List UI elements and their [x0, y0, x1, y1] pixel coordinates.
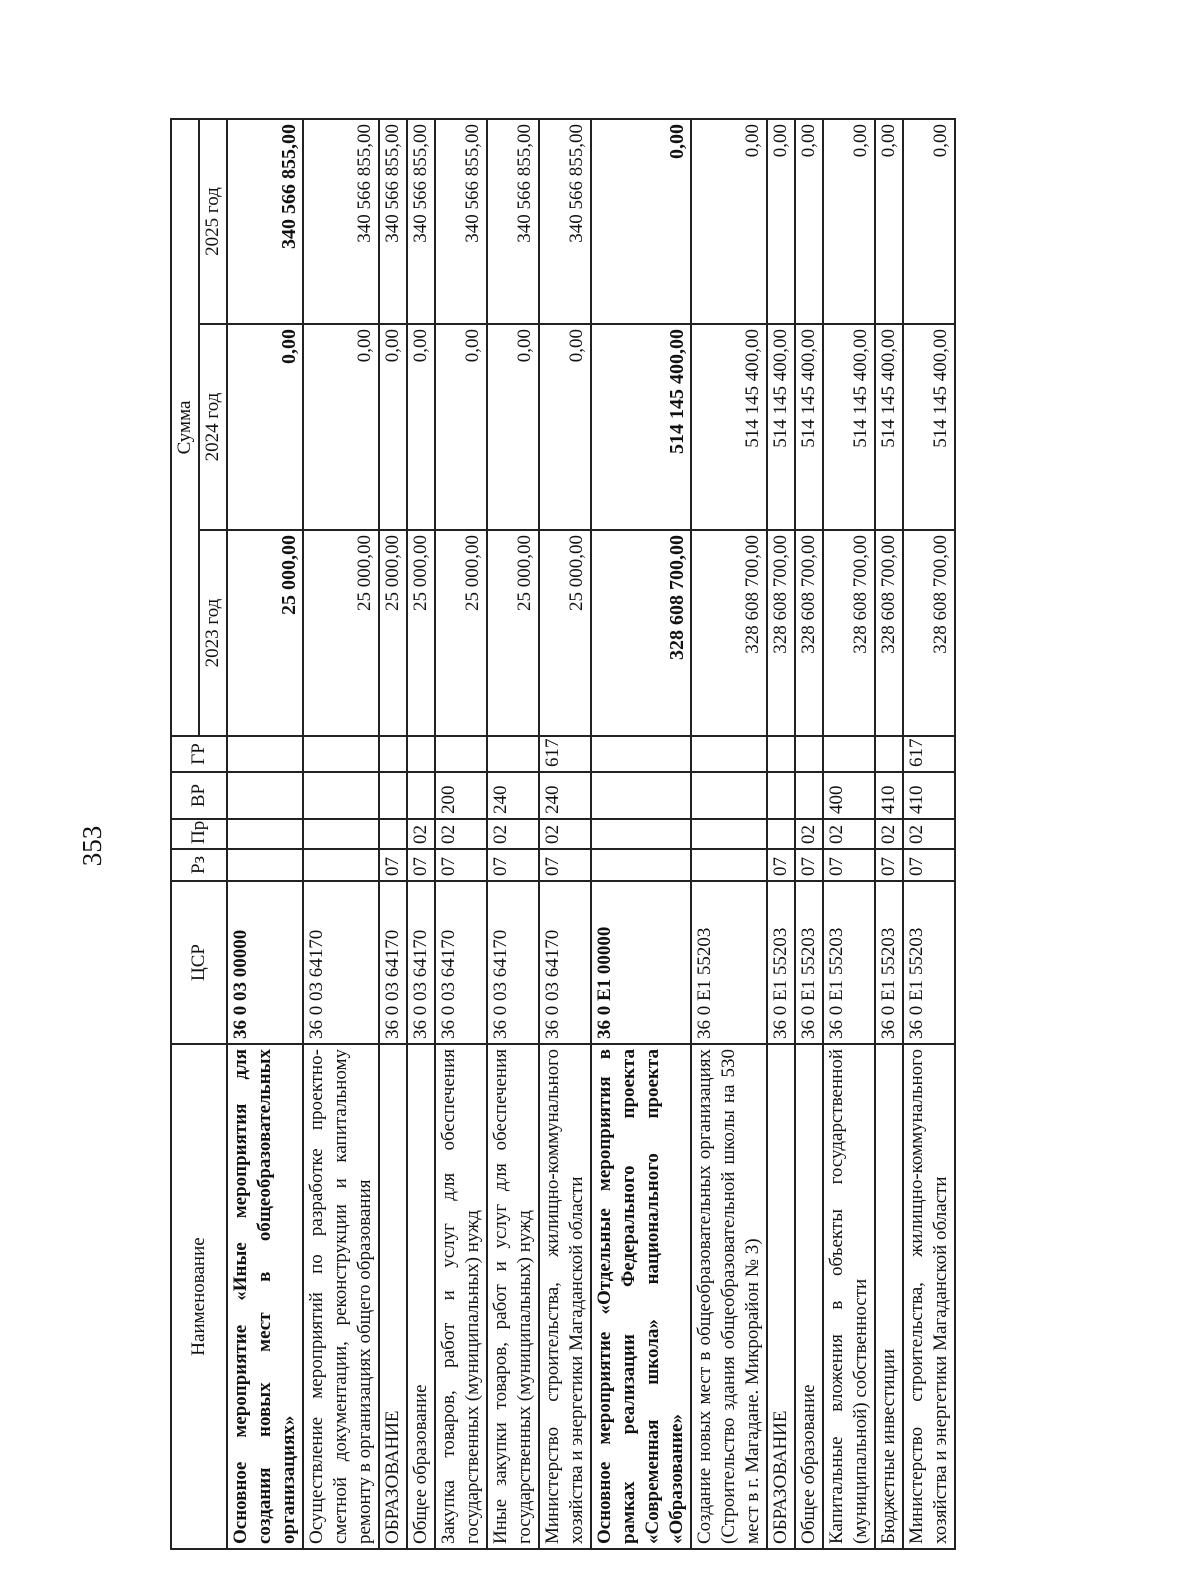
- cell-2023: 25 000,00: [539, 530, 591, 736]
- cell-rz: [227, 849, 303, 881]
- cell-2024: 514 145 400,00: [767, 324, 795, 530]
- cell-2024: 0,00: [435, 324, 487, 530]
- cell-name: Иные закупки товаров, работ и услуг для обеспечения государственных (муниципальных) нужд: [487, 1044, 539, 1549]
- cell-csr: 36 0 03 00000: [227, 881, 303, 1044]
- cell-pr: [303, 819, 379, 849]
- cell-pr: [591, 819, 691, 849]
- cell-name: Министерство строительства, жилищно-коммунального хозяйства и энергетики Магаданской области: [903, 1044, 955, 1549]
- cell-2025: 0,00: [903, 119, 955, 324]
- cell-2023: 328 608 700,00: [795, 530, 823, 736]
- cell-rz: 07: [435, 849, 487, 881]
- header-pr: Пр: [171, 819, 227, 849]
- cell-pr: 02: [903, 819, 955, 849]
- cell-pr: [227, 819, 303, 849]
- table-row: [903, 119, 955, 1549]
- cell-2024: 514 145 400,00: [591, 324, 691, 530]
- cell-2024: 0,00: [487, 324, 539, 530]
- cell-2023: 25 000,00: [487, 530, 539, 736]
- cell-rz: [591, 849, 691, 881]
- header-csr: ЦСР: [171, 881, 227, 1044]
- cell-rz: 07: [539, 849, 591, 881]
- cell-2025: 0,00: [875, 119, 903, 324]
- table-row: [407, 119, 435, 1549]
- cell-pr: 02: [539, 819, 591, 849]
- cell-rz: 07: [795, 849, 823, 881]
- table-row: [227, 119, 303, 1549]
- cell-name: ОБРАЗОВАНИЕ: [767, 1044, 795, 1549]
- cell-gr: [823, 736, 875, 772]
- cell-2025: 0,00: [767, 119, 795, 324]
- cell-rz: 07: [379, 849, 407, 881]
- cell-name: Закупка товаров, работ и услуг для обеспечения государственных (муниципальных) нужд: [435, 1044, 487, 1549]
- cell-rz: 07: [487, 849, 539, 881]
- cell-gr: [795, 736, 823, 772]
- cell-name: ОБРАЗОВАНИЕ: [379, 1044, 407, 1549]
- cell-name: Общее образование: [795, 1044, 823, 1549]
- cell-2025: 0,00: [795, 119, 823, 324]
- cell-gr: [379, 736, 407, 772]
- cell-2023: 328 608 700,00: [903, 530, 955, 736]
- cell-rz: 07: [903, 849, 955, 881]
- cell-2023: 25 000,00: [407, 530, 435, 736]
- table-row: [691, 119, 767, 1549]
- cell-name: Общее образование: [407, 1044, 435, 1549]
- header-sum: Сумма: [171, 119, 199, 736]
- cell-rz: [303, 849, 379, 881]
- cell-rz: 07: [767, 849, 795, 881]
- cell-gr: [591, 736, 691, 772]
- page-number: 353: [77, 825, 107, 867]
- cell-csr: 36 0 E1 00000: [591, 881, 691, 1044]
- cell-gr: [691, 736, 767, 772]
- cell-vr: [379, 772, 407, 819]
- cell-gr: [435, 736, 487, 772]
- cell-2023: 328 608 700,00: [767, 530, 795, 736]
- cell-2023: 25 000,00: [379, 530, 407, 736]
- table-row: [767, 119, 795, 1549]
- cell-vr: [303, 772, 379, 819]
- cell-name: Бюджетные инвестиции: [875, 1044, 903, 1549]
- cell-2025: 0,00: [823, 119, 875, 324]
- cell-vr: 240: [539, 772, 591, 819]
- header-rz: Рз: [171, 849, 227, 881]
- cell-2024: 514 145 400,00: [903, 324, 955, 530]
- header-year-2024: 2024 год: [199, 324, 227, 530]
- cell-gr: [303, 736, 379, 772]
- cell-vr: 410: [875, 772, 903, 819]
- cell-2024: 0,00: [379, 324, 407, 530]
- header-name: Наименование: [171, 1044, 227, 1549]
- cell-vr: [691, 772, 767, 819]
- cell-2023: 25 000,00: [303, 530, 379, 736]
- cell-name: Основное мероприятие «Отдельные мероприятия в рамках реализации Федерального проекта «Современная школа» национального проекта «Образование»: [591, 1044, 691, 1549]
- cell-pr: 02: [875, 819, 903, 849]
- cell-2025: 340 566 855,00: [435, 119, 487, 324]
- cell-rz: 07: [823, 849, 875, 881]
- cell-vr: [767, 772, 795, 819]
- cell-name: Основное мероприятие «Иные мероприятия для создания новых мест в общеобразовательных организациях»: [227, 1044, 303, 1549]
- cell-2023: 328 608 700,00: [875, 530, 903, 736]
- rotated-table-wrapper: [170, 120, 1020, 1550]
- cell-vr: 200: [435, 772, 487, 819]
- cell-csr: 36 0 03 64170: [539, 881, 591, 1044]
- cell-2024: 514 145 400,00: [875, 324, 903, 530]
- cell-gr: [227, 736, 303, 772]
- cell-2025: 340 566 855,00: [407, 119, 435, 324]
- header-year-2023: 2023 год: [199, 530, 227, 736]
- cell-2025: 340 566 855,00: [539, 119, 591, 324]
- table-row: [379, 119, 407, 1549]
- cell-pr: 02: [435, 819, 487, 849]
- cell-pr: 02: [487, 819, 539, 849]
- cell-csr: 36 0 E1 55203: [691, 881, 767, 1044]
- cell-csr: 36 0 03 64170: [379, 881, 407, 1044]
- cell-rz: 07: [875, 849, 903, 881]
- cell-csr: 36 0 03 64170: [303, 881, 379, 1044]
- cell-gr: 617: [903, 736, 955, 772]
- cell-pr: 02: [795, 819, 823, 849]
- cell-name: Капитальные вложения в объекты государственной (муниципальной) собственности: [823, 1044, 875, 1549]
- table-row: [823, 119, 875, 1549]
- header-gr: ГР: [171, 736, 227, 772]
- cell-csr: 36 0 E1 55203: [903, 881, 955, 1044]
- cell-csr: 36 0 E1 55203: [823, 881, 875, 1044]
- table-row: [487, 119, 539, 1549]
- cell-pr: [379, 819, 407, 849]
- table-row: [303, 119, 379, 1549]
- table-row: [875, 119, 903, 1549]
- cell-csr: 36 0 03 64170: [407, 881, 435, 1044]
- cell-2025: 0,00: [591, 119, 691, 324]
- cell-gr: [767, 736, 795, 772]
- cell-vr: [795, 772, 823, 819]
- table-row: [795, 119, 823, 1549]
- cell-2025: 340 566 855,00: [227, 119, 303, 324]
- cell-gr: [875, 736, 903, 772]
- cell-pr: 02: [407, 819, 435, 849]
- cell-vr: 240: [487, 772, 539, 819]
- cell-2023: 25 000,00: [227, 530, 303, 736]
- cell-2023: 328 608 700,00: [691, 530, 767, 736]
- cell-vr: [591, 772, 691, 819]
- cell-2024: 514 145 400,00: [691, 324, 767, 530]
- cell-name: Создание новых мест в общеобразовательных организациях (Строительство здания общеобразовательной школы на 530 мест в г. Магадане. Микрорайон № 3): [691, 1044, 767, 1549]
- cell-pr: [691, 819, 767, 849]
- cell-2025: 340 566 855,00: [303, 119, 379, 324]
- cell-vr: [407, 772, 435, 819]
- cell-2024: 514 145 400,00: [823, 324, 875, 530]
- cell-rz: 07: [407, 849, 435, 881]
- cell-csr: 36 0 03 64170: [435, 881, 487, 1044]
- cell-gr: [487, 736, 539, 772]
- cell-csr: 36 0 03 64170: [487, 881, 539, 1044]
- cell-vr: [227, 772, 303, 819]
- cell-2024: 514 145 400,00: [795, 324, 823, 530]
- cell-2024: 0,00: [303, 324, 379, 530]
- cell-2024: 0,00: [227, 324, 303, 530]
- cell-vr: 400: [823, 772, 875, 819]
- header-vr: ВР: [171, 772, 227, 819]
- cell-2024: 0,00: [407, 324, 435, 530]
- header-year-2025: 2025 год: [199, 119, 227, 324]
- cell-2023: 25 000,00: [435, 530, 487, 736]
- cell-csr: 36 0 E1 55203: [767, 881, 795, 1044]
- cell-name: Министерство строительства, жилищно-коммунального хозяйства и энергетики Магаданской области: [539, 1044, 591, 1549]
- cell-2024: 0,00: [539, 324, 591, 530]
- cell-rz: [691, 849, 767, 881]
- cell-gr: [407, 736, 435, 772]
- table-row: [591, 119, 691, 1549]
- cell-csr: 36 0 E1 55203: [795, 881, 823, 1044]
- cell-2025: 340 566 855,00: [379, 119, 407, 324]
- budget-sheet: [170, 120, 1020, 1550]
- cell-gr: 617: [539, 736, 591, 772]
- table-row: [435, 119, 487, 1549]
- cell-2023: 328 608 700,00: [823, 530, 875, 736]
- cell-pr: 02: [823, 819, 875, 849]
- cell-2025: 340 566 855,00: [487, 119, 539, 324]
- cell-vr: 410: [903, 772, 955, 819]
- table-row: [539, 119, 591, 1549]
- cell-2023: 328 608 700,00: [591, 530, 691, 736]
- cell-name: Осуществление мероприятий по разработке проектно-сметной документации, реконструкции и капитальному ремонту в организациях общего образования: [303, 1044, 379, 1549]
- cell-2025: 0,00: [691, 119, 767, 324]
- cell-csr: 36 0 E1 55203: [875, 881, 903, 1044]
- cell-pr: [767, 819, 795, 849]
- budget-table: [170, 118, 956, 1550]
